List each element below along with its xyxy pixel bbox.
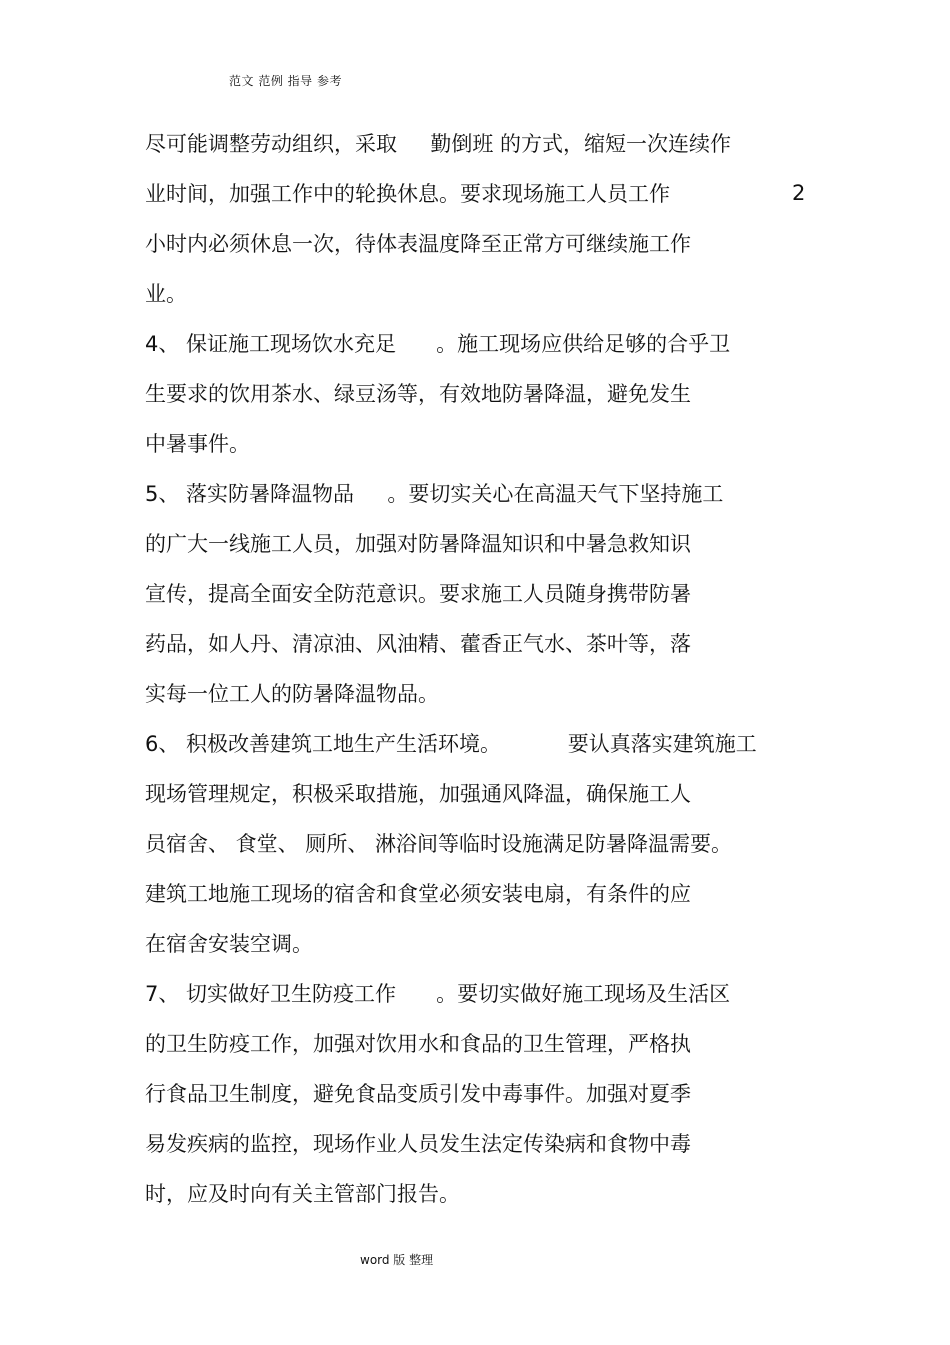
text-line: 7、 切实做好卫生防疫工作 。要切实做好施工现场及生活区: [145, 982, 731, 1006]
text-line: 员宿舍、 食堂、 厕所、 淋浴间等临时设施满足防暑降温需要。: [145, 832, 733, 856]
text-line: 5、 落实防暑降温物品 。要切实关心在高温天气下坚持施工: [145, 482, 724, 506]
text-line: 行食品卫生制度，避免食品变质引发中毒事件。加强对夏季: [145, 1082, 691, 1106]
text-line: 药品，如人丹、清凉油、风油精、藿香正气水、茶叶等，落: [145, 632, 691, 656]
text-line: 4、 保证施工现场饮水充足 。施工现场应供给足够的合乎卫: [145, 332, 731, 356]
inline-number: 2: [792, 181, 806, 205]
text-line: 的卫生防疫工作，加强对饮用水和食品的卫生管理，严格执: [145, 1032, 691, 1056]
text-line: 在宿舍安装空调。: [145, 932, 313, 956]
text-line: 时，应及时向有关主管部门报告。: [145, 1182, 460, 1206]
text-line: 建筑工地施工现场的宿舍和食堂必须安装电扇，有条件的应: [145, 882, 691, 906]
text-line: 现场管理规定，积极采取措施，加强通风降温，确保施工人: [145, 782, 691, 806]
page-header: 范文 范例 指导 参考: [229, 74, 342, 88]
text-line: 的广大一线施工人员，加强对防暑降温知识和中暑急救知识: [145, 532, 691, 556]
text-line: 尽可能调整劳动组织，采取 勤倒班 的方式，缩短一次连续作: [145, 132, 732, 156]
text-line: 宣传，提高全面安全防范意识。要求施工人员随身携带防暑: [145, 582, 691, 606]
text-line: 中暑事件。: [145, 432, 250, 456]
text-line: 小时内必须休息一次，待体表温度降至正常方可继续施工作: [145, 232, 691, 256]
page-footer: word 版 整理: [360, 1253, 434, 1267]
text-line: 易发疾病的监控，现场作业人员发生法定传染病和食物中毒: [145, 1132, 691, 1156]
text-line: 6、 积极改善建筑工地生产生活环境。 要认真落实建筑施工: [145, 732, 757, 756]
text-line: 生要求的饮用茶水、绿豆汤等，有效地防暑降温，避免发生: [145, 382, 691, 406]
text-line: 实每一位工人的防暑降温物品。: [145, 682, 439, 706]
text-line: 业。: [145, 282, 187, 306]
text-line: 业时间，加强工作中的轮换休息。要求现场施工人员工作: [145, 182, 670, 206]
